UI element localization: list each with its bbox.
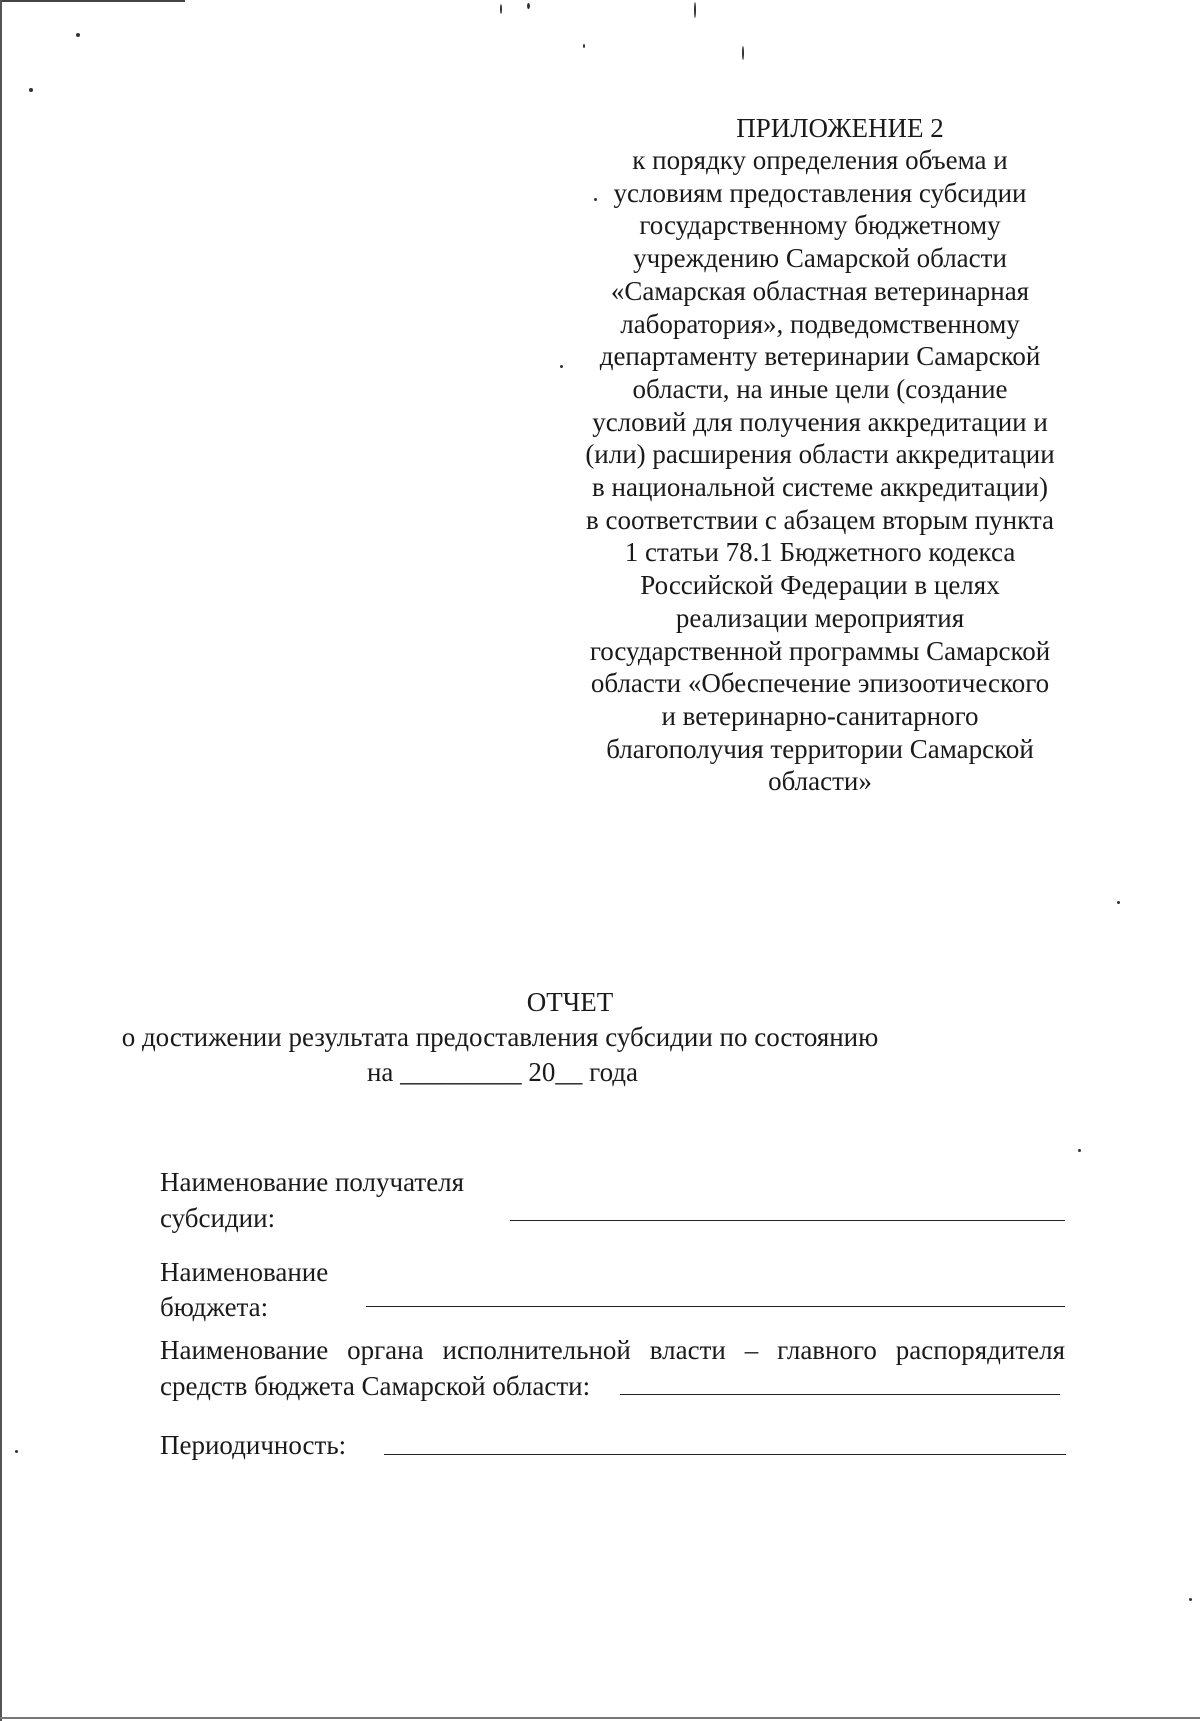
scan-speck	[1117, 901, 1120, 904]
scan-speck	[500, 4, 502, 14]
appendix-line: и ветеринарно-санитарного	[661, 700, 979, 731]
appendix-line: в национальной системе аккредитации)	[592, 472, 1048, 503]
appendix-line: к порядку определения объема и	[632, 145, 1008, 175]
report-date-line: на _________ 20__ года	[366, 1057, 639, 1087]
appendix-line: области»	[768, 766, 872, 797]
appendix-line: области, на иные цели (создание	[632, 373, 1008, 404]
scan-speck	[1189, 1598, 1192, 1601]
authority-label-line2: средств бюджета Самарской области:	[160, 1371, 591, 1401]
appendix-line: благополучия территории Самарской	[606, 733, 1034, 764]
appendix-line: «Самарская областная ветеринарная	[610, 275, 1030, 306]
appendix-line: департаменту ветеринарии Самарской	[599, 341, 1041, 372]
scan-edge-left	[0, 0, 2, 1721]
appendix-line: 1 статьи 78.1 Бюджетного кодекса	[624, 537, 1016, 568]
recipient-blank-line	[510, 1220, 1065, 1221]
appendix-block	[560, 112, 1080, 798]
appendix-line: государственному бюджетному	[639, 210, 1001, 241]
periodicity-label: Периодичность:	[160, 1430, 347, 1460]
budget-label-line2: бюджета:	[160, 1292, 269, 1322]
scan-speck	[527, 3, 530, 9]
scan-speck	[1078, 1149, 1081, 1152]
recipient-label-line2: субсидии:	[160, 1203, 276, 1233]
scan-speck	[76, 33, 80, 37]
report-title: ОТЧЕТ	[526, 987, 614, 1017]
authority-blank-line	[620, 1394, 1060, 1395]
appendix-line: области «Обеспечение эпизоотического	[590, 668, 1050, 699]
report-subtitle: о достижении результата предоставления субсидии по состоянию	[121, 1022, 879, 1052]
appendix-line: (или) расширения области аккредитации	[585, 439, 1055, 470]
scan-speck	[742, 46, 744, 60]
periodicity-blank-line	[384, 1454, 1066, 1455]
scan-speck	[583, 44, 585, 48]
appendix-line: Российской Федерации в целях	[640, 570, 1000, 601]
scan-speck	[29, 88, 33, 92]
report-heading	[121, 985, 1070, 1090]
scan-edge-top	[0, 0, 185, 2]
appendix-line: учреждению Самарской области	[633, 243, 1007, 274]
appendix-title: ПРИЛОЖЕНИЕ 2	[736, 113, 944, 143]
budget-blank-line	[366, 1306, 1065, 1307]
scan-speck	[694, 2, 696, 18]
appendix-line: условий для получения аккредитации и	[592, 406, 1048, 437]
appendix-line: государственной программы Самарской	[589, 635, 1051, 666]
scan-edge-bottom	[0, 1717, 1200, 1719]
appendix-line: условиям предоставления субсидии	[613, 177, 1027, 208]
recipient-label-line1: Наименование получателя	[160, 1167, 465, 1197]
appendix-line: лаборатория», подведомственному	[620, 308, 1020, 339]
appendix-line: реализации мероприятия	[675, 602, 965, 633]
appendix-line: в соответствии с абзацем вторым пункта	[586, 504, 1054, 535]
authority-label-line1: Наименование органа исполнительной власти – главного распорядителя	[160, 1335, 1065, 1365]
scan-speck	[15, 1450, 18, 1453]
budget-label-line1: Наименование	[160, 1257, 329, 1287]
